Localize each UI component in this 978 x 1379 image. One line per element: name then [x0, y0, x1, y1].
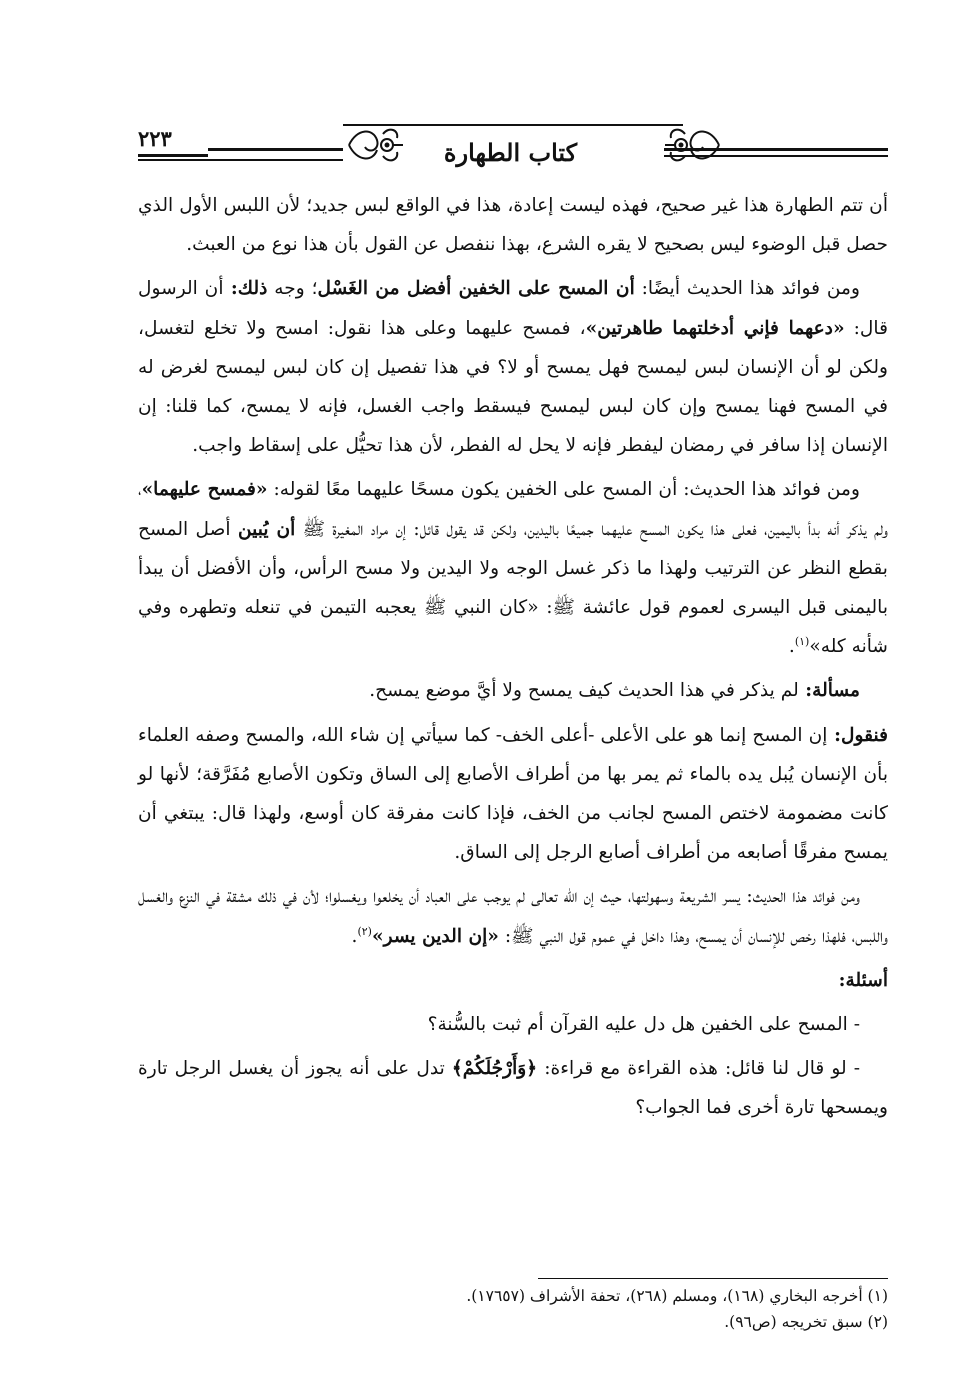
text-run: أن الرسول قال:	[138, 278, 888, 339]
main-text	[138, 186, 888, 1128]
paragraph-p9	[138, 1049, 888, 1127]
page-header	[138, 118, 888, 178]
text-run: ومن فوائد هذا الحديث: أن المسح على الخفين يكون مسحًا عليهما معًا لقوله:	[267, 479, 860, 501]
bold-text: ذلك:	[223, 278, 268, 300]
paragraph-p7	[138, 961, 888, 1000]
text-run: لم يذكر في هذا الحديث كيف يمسح ولا أيَّ موضع يمسح.	[369, 680, 799, 702]
page-number: ٢٢٣	[138, 126, 172, 151]
paragraph-p3	[138, 470, 888, 666]
header-rule-left	[208, 148, 343, 151]
paragraph-p2	[138, 269, 888, 465]
bold-text: أن المسح على الخفين أفضل من الغَسْل	[317, 278, 635, 300]
text-run: ؛ وجه	[267, 278, 318, 300]
text-run: أصل المسح بقطع النظر عن الترتيب ولهذا ما ذكر غسل الوجه ولا اليدين ولا مسح الرأس، وأن الأفضل أن يبدأ باليمنى قبل اليسرى لعموم قول عائشة ﷺ: «كان النبي ﷺ يعجبه التيمن في تنعله وتطهره وفي شأنه كله»	[138, 518, 888, 658]
header-rule-left-short	[138, 154, 208, 157]
bold-text: أن يُبين	[237, 518, 296, 540]
footnote-1: (١) أخرجه البخاري (١٦٨)، ومسلم (٢٦٨)، تحفة الأشراف (١٧٦٥٧).	[466, 1287, 888, 1305]
right-ornament-icon	[663, 120, 725, 170]
header-rule-left-thin	[138, 159, 343, 161]
text-run: ومن فوائد هذا الحديث: يسر الشريعة وسهولتها، حيث إن الله تعالى لم يوجب على العباد أن يخلعوا ويغسلوا؛ لأن في ذلك مشقة في النزع والغسل واللبس، فلهذا رخص للإنسان أن يمسح، وهذا داخل في عموم قول النبي ﷺ:	[138, 886, 888, 947]
header-title: كتاب الطهارة	[443, 138, 578, 167]
bold-text: فنقول:	[827, 724, 888, 746]
paragraph-p5	[138, 716, 888, 873]
bold-text: «فمسح عليهما»	[141, 479, 268, 501]
bold-text: مسألة:	[798, 680, 860, 702]
paragraph-p6	[138, 877, 888, 955]
text-run: إن المسح إنما هو على الأعلى -أعلى الخف- كما سيأتي إن شاء الله، والمسح وصفه العلماء بأن الإنسان يُبل يده بالماء ثم يمر بها من أطراف الأصابع إلى الساق وتكون الأصابع مُفَرَّقة؛ لأنها لو كانت مضمومة لاختص المسح لجانب من الخف، فإذا كانت مفرقة كان أوسع، ولهذا قال: يبتغي أن يمسح مفرقًا أصابعه من أطراف أصابع الرجل إلى الساق.	[138, 724, 888, 864]
text-run: تدل على أنه يجوز أن يغسل الرجل تارة ويمسحها تارة أخرى فما الجواب؟	[138, 1058, 888, 1119]
paragraph-p8	[138, 1005, 888, 1044]
text-run: أن تتم الطهارة هذا غير صحيح، فهذه ليست إعادة، هذا في الواقع لبس جديد؛ لأن اللبس الأول الذي حصل قبل الوضوء ليس بصحيح لا يقره الشرع، بهذا ننفصل عن القول بأن هذا نوع من العبث.	[138, 195, 888, 256]
text-run: - المسح على الخفين هل دل عليه القرآن أم ثبت بالسُّنة؟	[427, 1014, 860, 1036]
text-run: ، فمسح عليهما وعلى هذا نقول: امسح ولا تخلع لتغسل، ولكن لو أن الإنسان لبس ليمسح فهل يمسح أو لا؟ في هذا تفصيل إن كان لبس ليمسح لغرض له في المسح فهنا يمسح وإن كان لبس ليمسح فيسقط واجب الغسل، فإنه لا يمسح، كما قلنا: إن الإنسان إذا سافر في رمضان ليفطر فإنه لا يحل له الفطر، لأن هذا تحيُّل على إسقاط واجب.	[138, 317, 888, 457]
footnote-ref: (٢)	[357, 924, 372, 938]
footnote-separator	[538, 1278, 888, 1279]
footnote-2: (٢) سبق تخريجه (ص٩٦).	[724, 1313, 888, 1331]
text-run: ومن فوائد هذا الحديث أيضًا:	[634, 278, 860, 300]
footnotes	[138, 1283, 888, 1335]
text-run: .	[788, 636, 795, 658]
text-run: ، ولم يذكر أنه بدأ باليمين، فعلى هذا يكون المسح عليهما جميعًا باليدين، ولكن قد يقول قائل: إن مراد المغيرة ﷺ	[138, 479, 888, 540]
text-run: - لو قال لنا قائل: هذه القراءة مع قراءة:	[537, 1058, 860, 1080]
left-ornament-icon	[343, 120, 405, 170]
bold-text: «إن الدين يسر»	[371, 925, 499, 947]
bold-text: ﴿وَأَرْجُلَكُمْ﴾	[451, 1058, 538, 1080]
paragraph-p1	[138, 186, 888, 264]
paragraph-p4	[138, 671, 888, 710]
bold-text: أسئلة:	[838, 969, 888, 991]
bold-text: «دعهما فإني أدخلتهما طاهرتين»	[585, 317, 845, 339]
text-run: .	[351, 925, 358, 947]
footnote-ref: (١)	[794, 635, 810, 649]
